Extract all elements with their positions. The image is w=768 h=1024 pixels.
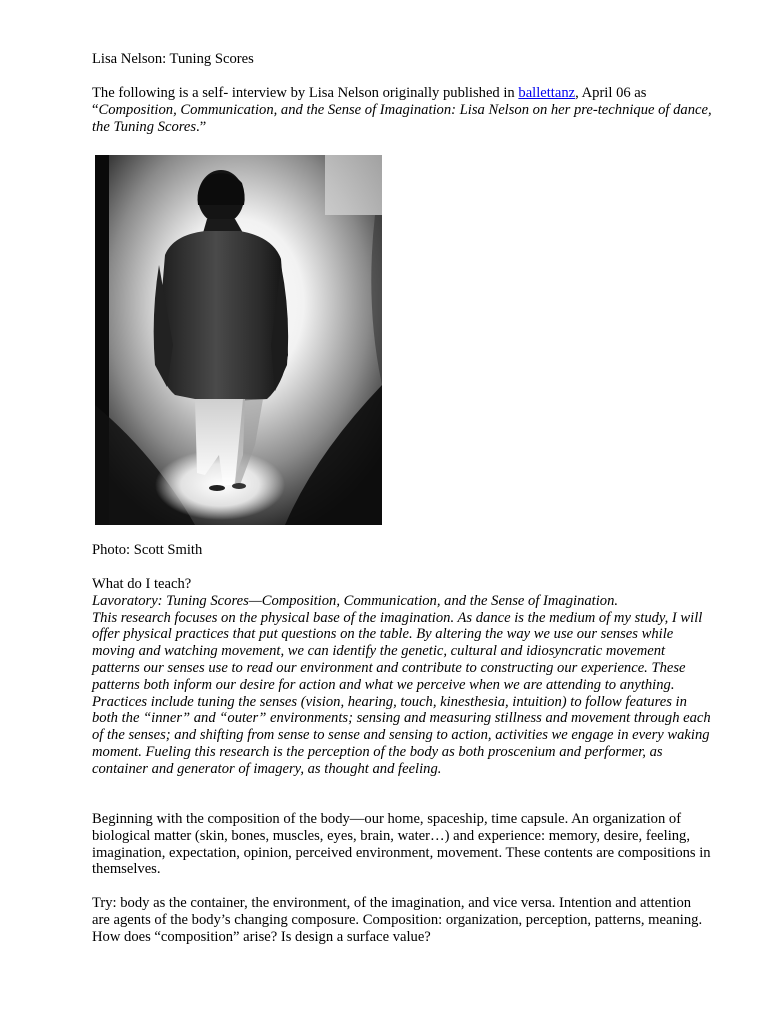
ballettanz-link[interactable]: ballettanz — [518, 85, 576, 101]
body-paragraph-composition: Beginning with the composition of the body—our home, spaceship, time capsule. An organization of biological matter (skin, bones, muscles, eyes, brain, water…) and experience: memory, desire, feeling, imagination, expectation, opinion, perceived environment, movement. These contents are compositions in themselves. — [92, 811, 711, 878]
document-title: Lisa Nelson: Tuning Scores — [92, 51, 254, 67]
photo-credit: Photo: Scott Smith — [92, 542, 203, 558]
teaching-section — [92, 576, 712, 778]
body-paragraph-try: Try: body as the container, the environment, of the imagination, and vice versa. Intention and attention are agents of the body’s changing composure. Composition: organization, perception, patterns, meaning. How does “composition” arise? Is design a surface value? — [92, 895, 703, 945]
quote-close: .” — [196, 118, 207, 135]
question-heading: What do I teach? — [92, 576, 192, 592]
intro-date: , April 06 as — [575, 85, 647, 101]
answer-heading: Lavoratory: Tuning Scores—Composition, Communication, and the Sense of Imagination. — [92, 592, 619, 609]
intro-text: The following is a self- interview by Lisa Nelson originally published in — [92, 85, 519, 101]
article-title: Composition, Communication, and the Sense of Imagination: Lisa Nelson on her pre-technique of dance, the Tuning Scores — [92, 101, 712, 135]
dancer-photo — [95, 155, 382, 525]
quote-open: “ — [92, 101, 99, 118]
intro-paragraph — [92, 85, 712, 135]
answer-body: This research focuses on the physical base of the imagination. As dance is the medium of my study, I will offer physical practices that put questions on the table. By altering the way we use our senses while moving and watching movement, we can identify the genetic, cultural and idiosyncratic movement patterns our senses use to read our environment and contribute to constructing our experience. These patterns both inform our desire for action and what we perceive when we are attending to anything. Practices include tuning the senses (vision, hearing, touch, kinesthesia, intuition) to follow features in both the “inner” and “outer” environments; sensing and measuring stillness and movement through each of the senses; and shifting from sense to sense and sensing to action, activities we engage in every waking moment. Fueling this research is the perception of the body as both proscenium and performer, as container and generator of imagery, as thought and feeling. — [92, 609, 711, 777]
